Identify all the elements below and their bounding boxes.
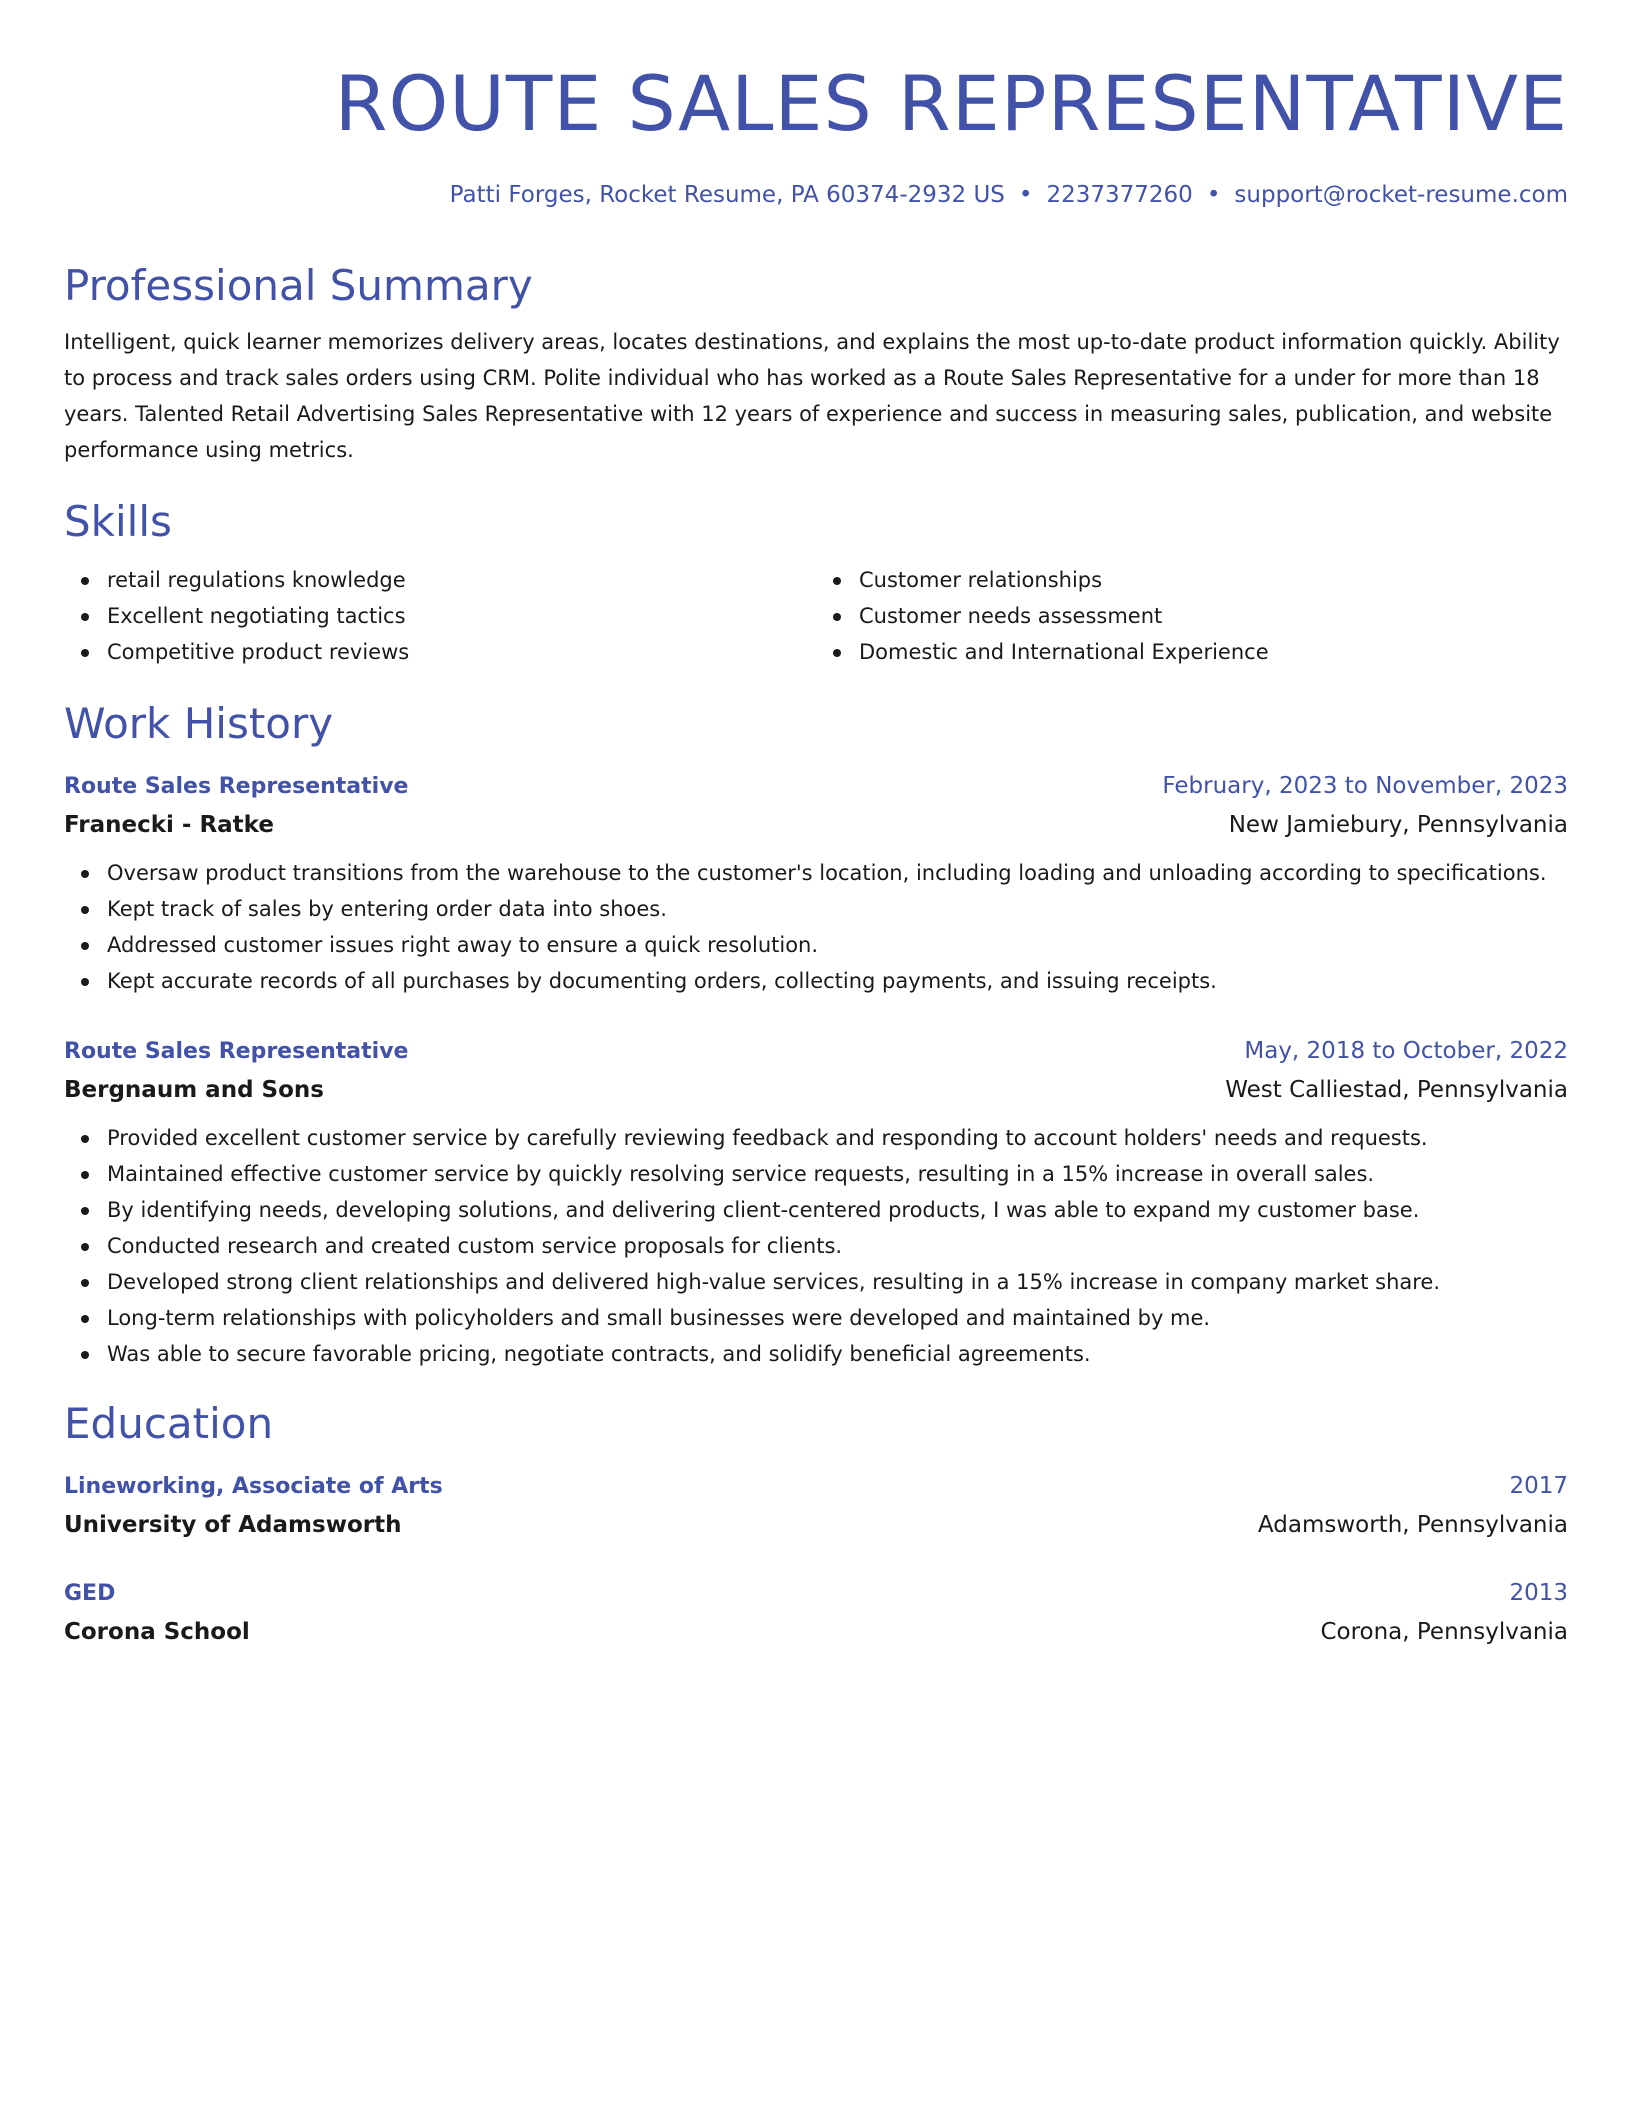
- job-bullet: Kept track of sales by entering order data into shoes.: [107, 891, 1568, 927]
- education-school-row: [64, 1505, 1568, 1545]
- job-bullet: Long-term relationships with policyholders and small businesses were developed and maintained by me.: [107, 1300, 1568, 1336]
- education-year: 2017: [1509, 1473, 1568, 1499]
- job-bullet: Maintained effective customer service by quickly resolving service requests, resulting in a 15% increase in overall sales.: [107, 1156, 1568, 1192]
- job-bullet: Developed strong client relationships and delivered high-value services, resulting in a 15% increase in company market share.: [107, 1264, 1568, 1300]
- skill-item: Customer relationships: [859, 562, 1568, 598]
- job-bullet: Was able to secure favorable pricing, negotiate contracts, and solidify beneficial agreements.: [107, 1336, 1568, 1372]
- contact-address: Patti Forges, Rocket Resume, PA 60374-2932 US: [449, 182, 1005, 208]
- resume-title: ROUTE SALES REPRESENTATIVE: [334, 59, 1568, 148]
- job-role: Route Sales Representative: [64, 774, 409, 799]
- education-year: 2013: [1509, 1580, 1568, 1606]
- education-degree: Lineworking, Associate of Arts: [64, 1474, 443, 1499]
- education-school-row: [64, 1612, 1568, 1652]
- education-heading: Education: [64, 1399, 274, 1448]
- job-bullet: Addressed customer issues right away to ensure a quick resolution.: [107, 927, 1568, 963]
- education-location: Adamsworth, Pennsylvania: [1257, 1512, 1568, 1538]
- skill-item: Excellent negotiating tactics: [107, 598, 816, 634]
- contact-separator: •: [1018, 182, 1033, 208]
- skills-heading: Skills: [64, 497, 172, 546]
- job-title-row: [64, 1033, 1568, 1070]
- education-degree: GED: [64, 1581, 116, 1606]
- job-location: West Calliestad, Pennsylvania: [1225, 1077, 1568, 1103]
- job-bullet: Conducted research and created custom service proposals for clients.: [107, 1228, 1568, 1264]
- skill-item: Customer needs assessment: [859, 598, 1568, 634]
- summary-text: Intelligent, quick learner memorizes delivery areas, locates destinations, and explains the most up-to-date product information quickly. Ability to process and track sales orders using CRM. Polite individual who has worked as a Route Sales Representative for a under for more than 18 years. Talented Retail Advertising Sales Representative with 12 years of experience and success in measuring sales, publication, and website performance using metrics.: [64, 330, 1560, 462]
- job-company-row: [64, 805, 1568, 845]
- job-company: Bergnaum and Sons: [64, 1077, 324, 1103]
- education-degree-row: [64, 1468, 1568, 1505]
- job-location: New Jamiebury, Pennsylvania: [1228, 812, 1568, 838]
- job-bullet: Oversaw product transitions from the warehouse to the customer's location, including loading and unloading according to specifications.: [107, 855, 1568, 891]
- job-bullets: [64, 855, 1568, 999]
- job-company-row: [64, 1070, 1568, 1110]
- education-degree-row: [64, 1575, 1568, 1612]
- skill-item: retail regulations knowledge: [107, 562, 816, 598]
- skills-column-left: [64, 562, 816, 670]
- education-school: University of Adamsworth: [64, 1512, 402, 1538]
- job-bullet: Kept accurate records of all purchases by documenting orders, collecting payments, and issuing receipts.: [107, 963, 1568, 999]
- job-dates: February, 2023 to November, 2023: [1162, 773, 1568, 799]
- skills-column-right: [816, 562, 1568, 670]
- job-bullets: [64, 1120, 1568, 1372]
- job-dates: May, 2018 to October, 2022: [1244, 1038, 1568, 1064]
- education-entry: [64, 1575, 1568, 1652]
- job-bullet: By identifying needs, developing solutions, and delivering client-centered products, I was able to expand my customer base.: [107, 1192, 1568, 1228]
- summary-heading: Professional Summary: [64, 261, 533, 310]
- job-entry: [64, 1033, 1568, 1372]
- education-entry: [64, 1468, 1568, 1545]
- job-entry: [64, 768, 1568, 999]
- education-school: Corona School: [64, 1619, 250, 1645]
- education-location: Corona, Pennsylvania: [1320, 1619, 1568, 1645]
- contact-phone: 2237377260: [1046, 182, 1193, 208]
- job-title-row: [64, 768, 1568, 805]
- contact-line: [64, 180, 1568, 210]
- job-company: Franecki - Ratke: [64, 812, 274, 838]
- skill-item: Competitive product reviews: [107, 634, 816, 670]
- contact-separator: •: [1206, 182, 1221, 208]
- work-history-heading: Work History: [64, 699, 334, 748]
- job-role: Route Sales Representative: [64, 1039, 409, 1064]
- contact-email: support@rocket-resume.com: [1234, 182, 1568, 208]
- skills-grid: [64, 562, 1568, 670]
- skill-item: Domestic and International Experience: [859, 634, 1568, 670]
- job-bullet: Provided excellent customer service by carefully reviewing feedback and responding to account holders' needs and requests.: [107, 1120, 1568, 1156]
